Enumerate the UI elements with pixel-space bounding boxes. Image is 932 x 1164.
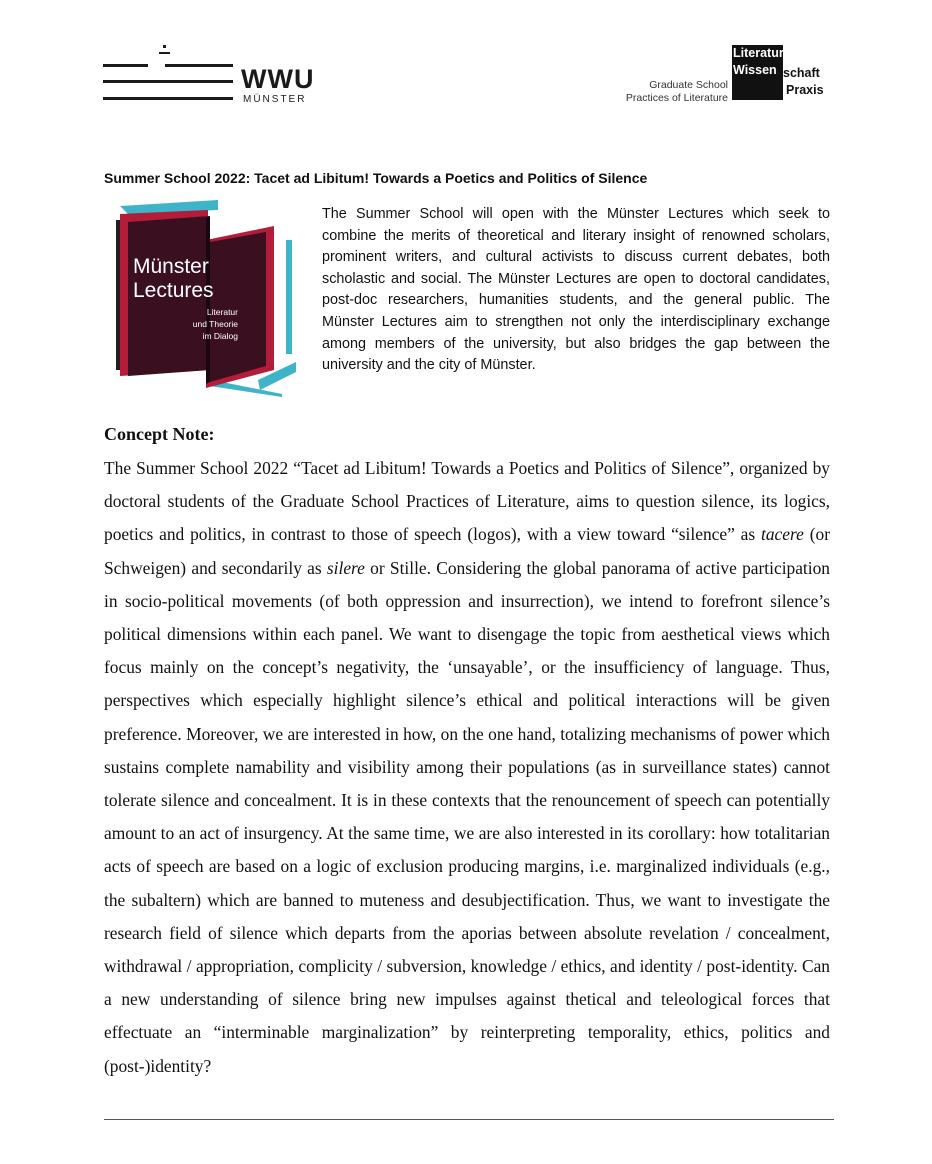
concept-note-body [104, 452, 830, 1083]
concept-note-title: Concept Note: [104, 424, 215, 444]
logo-word-wissen: Wissen [733, 63, 777, 77]
graduate-school-line2: Practices of Literature [625, 92, 728, 104]
wwu-bars-graphic [103, 40, 233, 106]
logo-word-schaft: schaft [783, 66, 820, 80]
lectures-logo-sub3: im Dialog [202, 331, 238, 341]
wwu-city: MÜNSTER [243, 94, 307, 105]
intro-paragraph: The Summer School will open with the Münster Lectures which seek to combine the merits of theoretical and literary insight of renowned scholars, prominent writers, and cultural activists to discuss current debates, both scholastic and social. The Münster Lectures are open to doctoral candidates, post-doc researchers, humanities students, and the general public. The Münster Lectures aim to strengthen not only the interdisciplinary exchange among members of the university, but also bridges the gap between the university and the city of Münster. [322, 206, 830, 374]
concept-emphasis-tacere: tacere [761, 524, 804, 545]
wwu-wordmark: WWU [241, 64, 315, 94]
graduate-school-label [626, 79, 728, 105]
lectures-logo-subtitle [150, 306, 238, 342]
wwu-logo [103, 40, 318, 106]
concept-text-part3: or Stille. Considering the global panorama of active participation in socio-political movements (of both oppression and insurrection), we intend to forefront silence’s political dimensions within each panel. We want to disengage the topic from aesthetical views which focus mainly on the concept’s negativity, the ‘unsayable’, or the insufficiency of language. Thus, perspectives which especially highlight silence’s ethical and political interactions will be given preference. Moreover, we are interested in how, on the one hand, totalizing mechanisms of power which sustains complete namability and visibility among their populations (as in surveillance states) cannot tolerate silence and concealment. It is in these contexts that the renouncement of speech can potentially amount to an act of insurgency. At the same time, we are also interested in its corollary: how totalitarian acts of speech are based on a logic of exclusion producing margins, i.e. marginalized individuals (e.g., the subaltern) which are banned to muteness and desubjectification. Thus, we want to investigate the research field of silence which departs from the aporias between absolute revelation / concealment, withdrawal / appropriation, complicity / subversion, knowledge / ethics, and identity / post-identity. Can a new understanding of silence bring new impulses against thetical and teleological forces that effectuate an “interminable marginalization” by reinterpreting temporality, ethics, politics and (post-)identity? [104, 557, 830, 1076]
muenster-lectures-logo [106, 200, 299, 397]
graduate-school-logo [620, 45, 832, 105]
logo-word-praxis: Praxis [786, 83, 824, 97]
bottom-divider [104, 1119, 834, 1120]
logo-word-literatur: Literatur [733, 46, 784, 60]
page-title: Summer School 2022: Tacet ad Libitum! Towards a Poetics and Politics of Silence [104, 170, 648, 186]
concept-text-part1: The Summer School 2022 “Tacet ad Libitum! Towards a Poetics and Politics of Silence”, organized by doctoral students of the Graduate School Practices of Literature, aims to question silence, its logics, poetics and politics, in contrast to those of speech (logos), with a view toward “silence” as [104, 458, 830, 545]
concept-emphasis-silere: silere [326, 557, 365, 578]
graduate-school-line1: Graduate School [649, 79, 728, 91]
lectures-logo-title: Münster [133, 255, 209, 278]
lectures-logo-sub2: und Theorie [192, 319, 238, 329]
lectures-logo-sub1: Literatur [206, 307, 238, 317]
concept-text-part2: (or Schweigen) and secondarily as [104, 524, 830, 578]
lectures-logo-title-2: Lectures [133, 279, 214, 302]
